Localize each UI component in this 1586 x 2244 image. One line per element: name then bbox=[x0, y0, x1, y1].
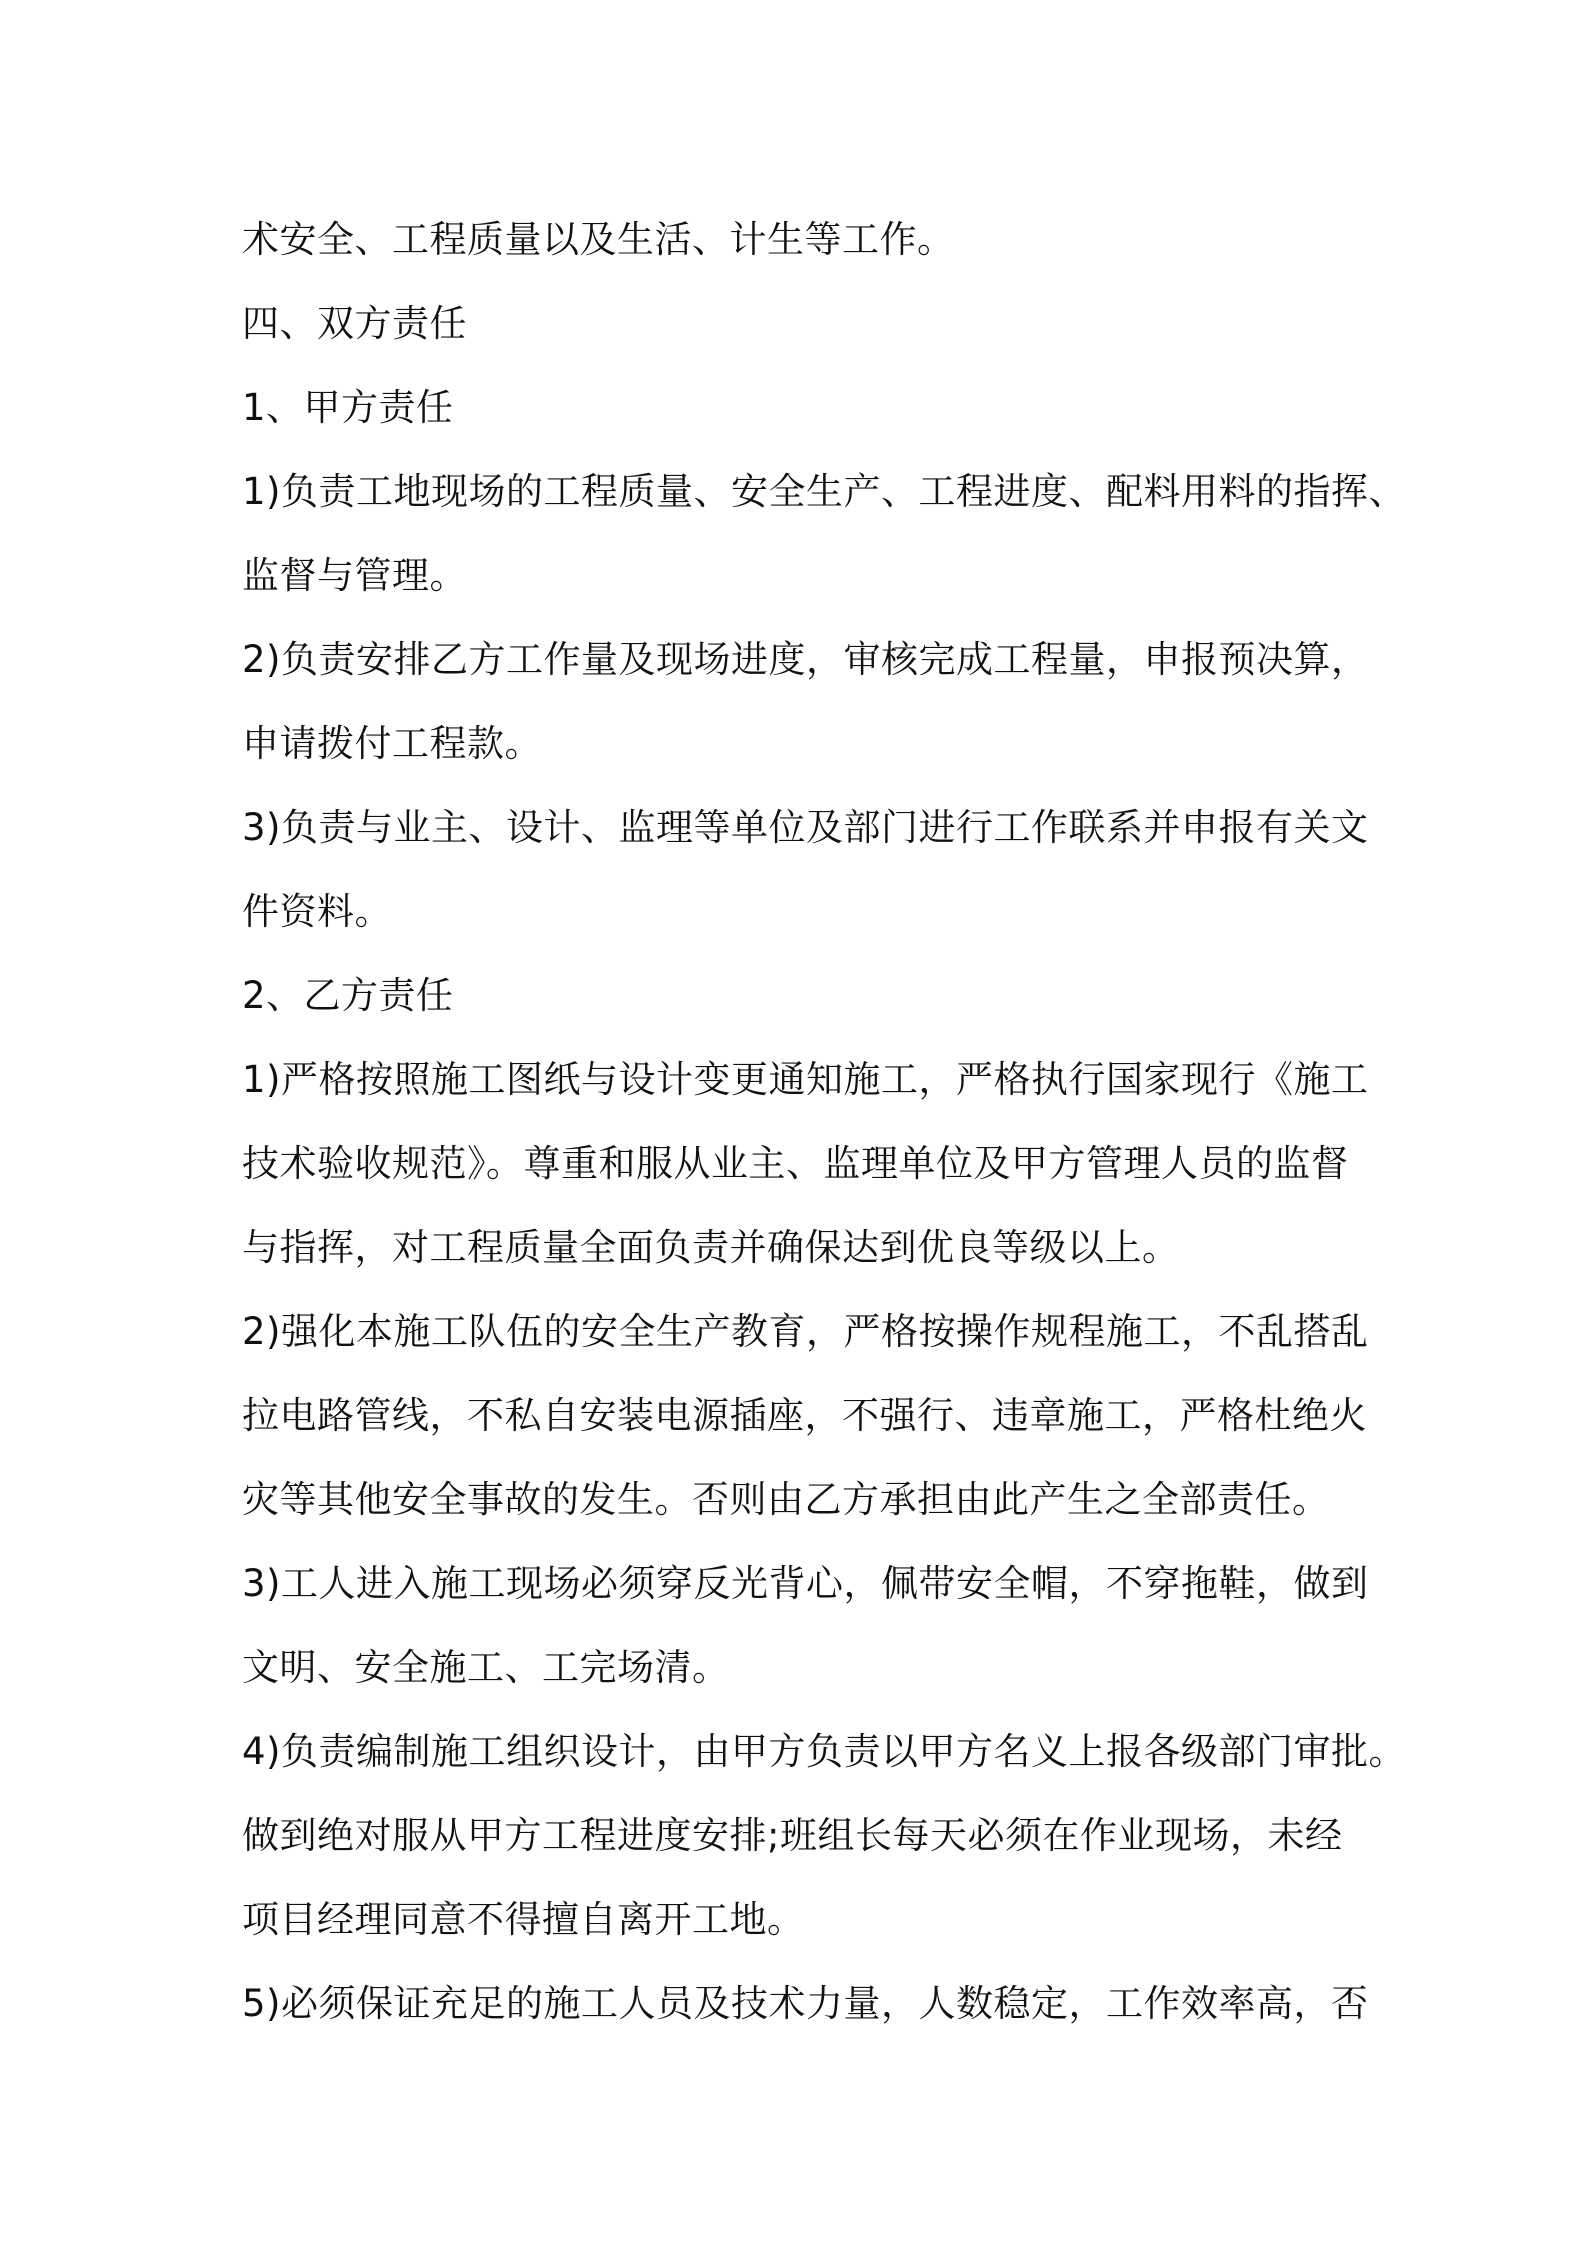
text-line: 术安全、工程质量以及生活、计生等工作。 bbox=[242, 218, 955, 261]
text-line: 5)必须保证充足的施工人员及技术力量，人数稳定，工作效率高，否 bbox=[242, 1982, 1369, 2025]
text-line: 1)严格按照施工图纸与设计变更通知施工，严格执行国家现行《施工 bbox=[242, 1058, 1369, 1101]
subsection-heading: 2、乙方责任 bbox=[242, 974, 454, 1017]
text-line: 技术验收规范》。尊重和服从业主、监理单位及甲方管理人员的监督 bbox=[242, 1142, 1349, 1185]
text-line: 1)负责工地现场的工程质量、安全生产、工程进度、配料用料的指挥、 bbox=[242, 470, 1406, 513]
text-line: 2)强化本施工队伍的安全生产教育，严格按操作规程施工，不乱搭乱 bbox=[242, 1310, 1369, 1353]
section-heading: 四、双方责任 bbox=[242, 302, 467, 345]
text-line: 件资料。 bbox=[242, 890, 392, 933]
text-line: 申请拨付工程款。 bbox=[242, 722, 542, 765]
text-line: 3)工人进入施工现场必须穿反光背心，佩带安全帽，不穿拖鞋，做到 bbox=[242, 1562, 1369, 1605]
text-line: 拉电路管线，不私自安装电源插座，不强行、违章施工，严格杜绝火 bbox=[242, 1394, 1367, 1437]
text-line: 3)负责与业主、设计、监理等单位及部门进行工作联系并申报有关文 bbox=[242, 806, 1369, 849]
subsection-heading: 1、甲方责任 bbox=[242, 386, 454, 429]
text-line: 项目经理同意不得擅自离开工地。 bbox=[242, 1898, 805, 1941]
text-line: 灾等其他安全事故的发生。否则由乙方承担由此产生之全部责任。 bbox=[242, 1478, 1330, 1521]
text-line: 4)负责编制施工组织设计，由甲方负责以甲方名义上报各级部门审批。 bbox=[242, 1730, 1406, 1773]
text-line: 与指挥，对工程质量全面负责并确保达到优良等级以上。 bbox=[242, 1226, 1180, 1269]
document-body bbox=[242, 198, 1406, 2046]
text-line: 监督与管理。 bbox=[242, 554, 467, 597]
text-line: 做到绝对服从甲方工程进度安排;班组长每天必须在作业现场，未经 bbox=[242, 1814, 1343, 1857]
text-line: 文明、安全施工、工完场清。 bbox=[242, 1646, 730, 1689]
text-line: 2)负责安排乙方工作量及现场进度，审核完成工程量，申报预决算， bbox=[242, 638, 1369, 681]
